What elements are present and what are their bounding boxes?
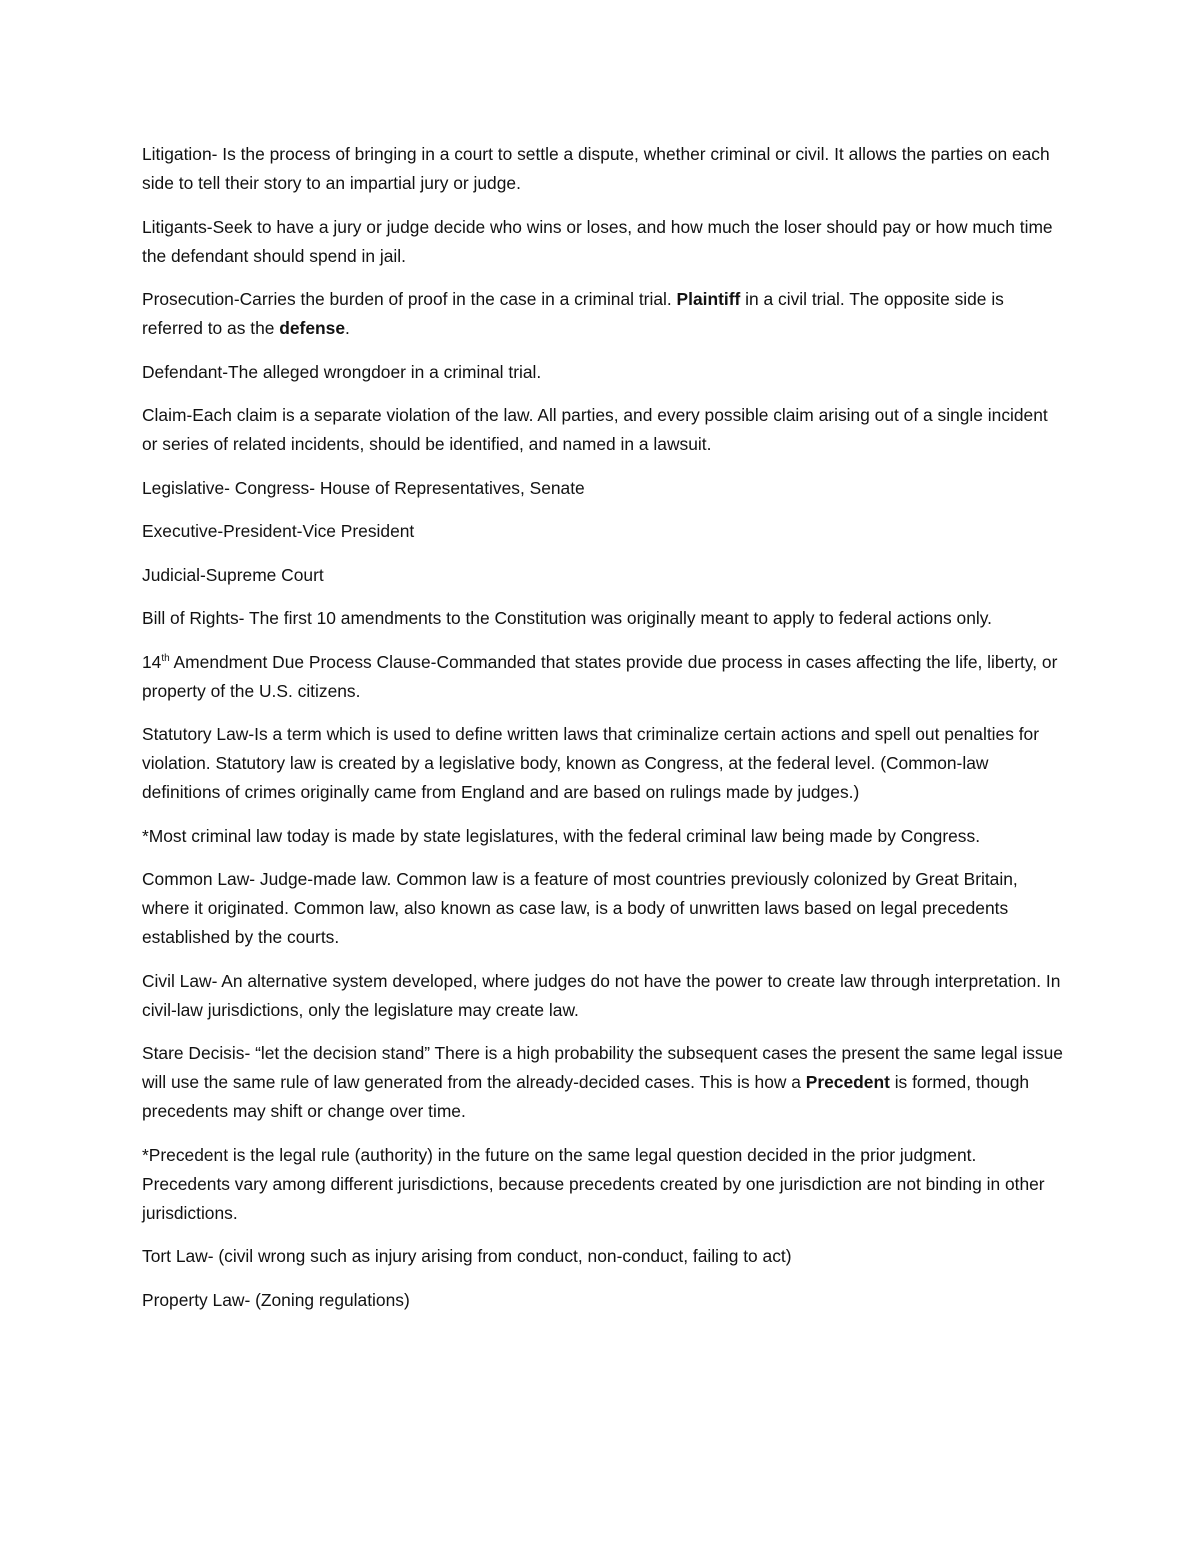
- paragraph-bill-of-rights: Bill of Rights- The first 10 amendments to the Constitution was originally meant to apply to federal actions only.: [142, 608, 992, 628]
- paragraph-most-criminal-law: *Most criminal law today is made by state legislatures, with the federal criminal law being made by Congress.: [142, 825, 981, 846]
- paragraph-judicial: Judicial-Supreme Court: [142, 564, 324, 585]
- ordinal-superscript: th: [161, 652, 170, 664]
- term-defense: defense: [279, 318, 345, 338]
- term-plaintiff: Plaintiff: [676, 289, 741, 309]
- paragraph-litigants: Litigants-Seek to have a jury or judge decide who wins or loses, and how much the loser should pay or how much time the defendant should spend in jail.: [142, 216, 1053, 266]
- paragraph-claim: Claim-Each claim is a separate violation of the law. All parties, and every possible claim arising out of a single incident or series of related incidents, should be identified, and named in a lawsuit.: [142, 405, 1048, 454]
- term-precedent: Precedent: [805, 1072, 890, 1092]
- paragraph-legislative: Legislative- Congress- House of Representatives, Senate: [142, 477, 585, 498]
- paragraph-tort-law: Tort Law- (civil wrong such as injury arising from conduct, non-conduct, failing to act): [142, 1246, 792, 1266]
- paragraph-precedent-note: *Precedent is the legal rule (authority) in the future on the same legal question decided in the prior judgment. Precedents vary among different jurisdictions, because precedents created by one jurisdiction are not binding in other jurisdictions.: [142, 1144, 1045, 1223]
- paragraph-stare-decisis: Stare Decisis- “let the decision stand” There is a high probability the subsequent cases the present the same legal issue will use the same rule of law generated from the already-decided cases. This is how a Precedent is formed, though precedents may shift or change over time.: [142, 1043, 1063, 1121]
- paragraph-prosecution: Prosecution-Carries the burden of proof in the case in a criminal trial. Plaintiff in a civil trial. The opposite side is referred to as the defense.: [142, 289, 1004, 338]
- paragraph-fourteenth-amendment: 14th Amendment Due Process Clause-Commanded that states provide due process in cases affecting the life, liberty, or property of the U.S. citizens.: [142, 651, 1058, 701]
- paragraph-executive: Executive-President-Vice President: [142, 521, 415, 541]
- paragraph-civil-law: Civil Law- An alternative system developed, where judges do not have the power to create law through interpretation. In civil-law jurisdictions, only the legislature may create law.: [142, 970, 1061, 1020]
- paragraph-defendant: Defendant-The alleged wrongdoer in a criminal trial.: [142, 361, 542, 382]
- paragraph-statutory-law: Statutory Law-Is a term which is used to define written laws that criminalize certain actions and spell out penalties for violation. Statutory law is created by a legislative body, known as Congress, at the federal level. (Common-law definitions of crimes originally came from England and are based on rulings made by judges.): [142, 724, 1040, 802]
- paragraph-common-law: Common Law- Judge-made law. Common law is a feature of most countries previously colonized by Great Britain, where it originated. Common law, also known as case law, is a body of unwritten laws based on legal precedents established by the courts.: [142, 869, 1018, 947]
- document-page: [142, 140, 1067, 1329]
- paragraph-property-law: Property Law- (Zoning regulations): [142, 1289, 410, 1310]
- paragraph-litigation: Litigation- Is the process of bringing in a court to settle a dispute, whether criminal or civil. It allows the parties on each side to tell their story to an impartial jury or judge.: [142, 144, 1050, 193]
